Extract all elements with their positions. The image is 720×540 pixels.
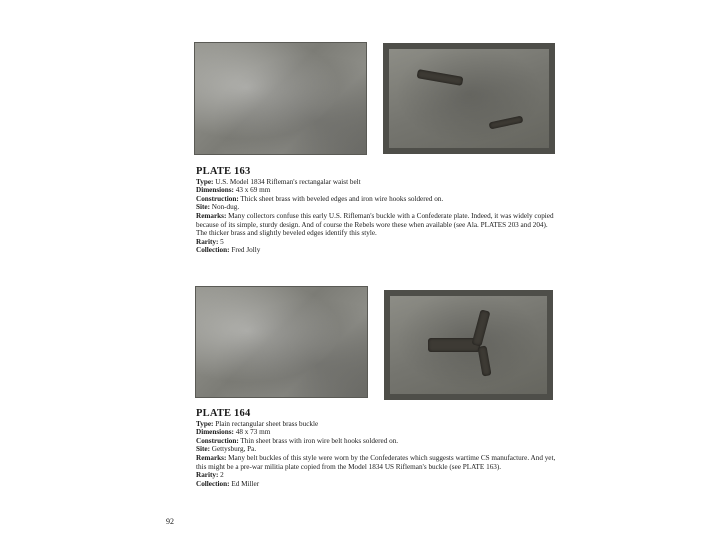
plate-164-hook-lower (477, 345, 491, 376)
construction-row (196, 437, 556, 446)
rarity-label: Rarity: (196, 237, 219, 246)
plate-title: PLATE 163 (196, 166, 251, 177)
plate-163-hook-lower (489, 116, 524, 130)
remarks-row (196, 454, 556, 471)
site-value: Gettysburg, Pa. (211, 445, 257, 454)
dimensions-label: Dimensions: (196, 186, 234, 195)
plate-164-back-photo (384, 290, 553, 400)
rarity-value: 5 (220, 237, 224, 246)
plate-title: PLATE 164 (196, 408, 251, 419)
site-value: Non-dug. (211, 203, 240, 212)
type-value: Plain rectangular sheet brass buckle (215, 419, 319, 428)
remarks-row (196, 212, 556, 238)
remarks-label: Remarks: (196, 211, 227, 220)
rarity-value: 2 (220, 471, 224, 480)
collection-row (196, 246, 556, 255)
collection-value: Fred Jolly (231, 246, 261, 255)
collection-label: Collection: (196, 246, 230, 255)
construction-label: Construction: (196, 436, 239, 445)
site-row (196, 203, 556, 212)
type-label: Type: (196, 419, 214, 428)
construction-value: Thin sheet brass with iron wire belt hooks soldered on. (240, 436, 399, 445)
type-row (196, 420, 556, 429)
rarity-label: Rarity: (196, 471, 219, 480)
type-row (196, 178, 556, 187)
remarks-value: Many collectors confuse this early U.S. Rifleman's buckle with a Confederate plate. Indeed, it was widely copied because of its simple, sturdy design. And of course the Rebels wore these when available (see Ala. PLATES 203 and 204). The thicker brass and slightly beveled edges identify this style. (196, 211, 554, 238)
dimensions-value: 48 x 73 mm (235, 428, 271, 437)
type-label: Type: (196, 177, 214, 186)
collection-row (196, 480, 556, 489)
construction-row (196, 195, 556, 204)
plate-164-description (196, 410, 556, 488)
plate-164-front-photo (195, 286, 368, 398)
construction-label: Construction: (196, 194, 239, 203)
site-label: Site: (196, 203, 210, 212)
page-number: 92 (166, 517, 174, 526)
remarks-value: Many belt buckles of this style were worn by the Confederates which suggests wartime CS manufacture. And yet, this might be a pre-war militia plate copied from the Model 1834 US Rifleman's buckle (see PLATE 163). (196, 453, 556, 471)
site-label: Site: (196, 445, 210, 454)
site-row (196, 445, 556, 454)
construction-value: Thick sheet brass with beveled edges and iron wire hooks soldered on. (240, 194, 444, 203)
plate-163-hook-upper (417, 69, 464, 86)
plate-163-front-photo (194, 42, 367, 155)
dimensions-row (196, 428, 556, 437)
remarks-label: Remarks: (196, 453, 227, 462)
type-value: U.S. Model 1834 Rifleman's rectangalar waist belt (215, 177, 361, 186)
dimensions-value: 43 x 69 mm (235, 186, 271, 195)
rarity-row (196, 238, 556, 247)
plate-163-description (196, 168, 556, 255)
dimensions-label: Dimensions: (196, 428, 234, 437)
rarity-row (196, 471, 556, 480)
dimensions-row (196, 186, 556, 195)
collection-value: Ed Miller (231, 479, 260, 488)
plate-164-hook-upper (472, 309, 491, 346)
collection-label: Collection: (196, 479, 230, 488)
plate-163-back-photo (383, 43, 555, 154)
